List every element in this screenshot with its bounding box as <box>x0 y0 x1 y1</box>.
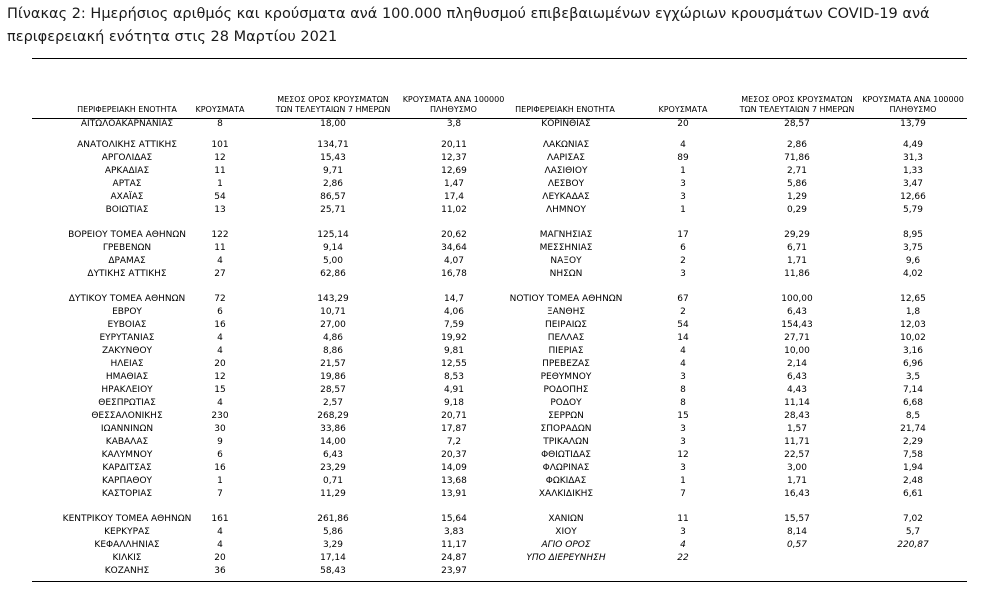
cell-region: ΚΕΡΚΥΡΑΣ <box>104 527 150 537</box>
cell-avg7: 2,86 <box>322 179 344 189</box>
cell-cases: 20 <box>677 119 689 129</box>
cell-cases: 16 <box>214 320 226 330</box>
cell-cases: 12 <box>214 153 226 163</box>
table-row <box>0 450 1004 460</box>
cell-avg7: 11,14 <box>784 398 810 408</box>
cell-per100k: 8,53 <box>443 372 465 382</box>
cell-avg7: 2,71 <box>786 166 808 176</box>
cell-avg7: 1,71 <box>786 256 808 266</box>
cell-region: ΧΑΝΙΩΝ <box>548 514 584 524</box>
cell-region: ΚΑΣΤΟΡΙΑΣ <box>101 489 153 499</box>
cell-cases: 7 <box>680 489 686 499</box>
cell-region: ΡΟΔΟΥ <box>550 398 582 408</box>
cell-region: ΑΧΑΪΑΣ <box>110 192 144 202</box>
cell-region: ΦΛΩΡΙΝΑΣ <box>542 463 590 473</box>
cell-region: ΣΠΟΡΑΔΩΝ <box>540 424 592 434</box>
cell-avg7: 71,86 <box>784 153 810 163</box>
cell-cases: 8 <box>217 119 223 129</box>
cell-region: ΕΥΡΥΤΑΝΙΑΣ <box>99 333 155 343</box>
cell-avg7: 2,86 <box>786 140 808 150</box>
cell-region: ΤΡΙΚΑΛΩΝ <box>543 437 589 447</box>
cell-region: ΚΟΖΑΝΗΣ <box>104 566 150 576</box>
cell-per100k: 23,97 <box>441 566 467 576</box>
cell-per100k: 12,69 <box>441 166 467 176</box>
cell-region: ΠΕΛΛΑΣ <box>547 333 585 343</box>
cell-avg7: 22,57 <box>784 450 810 460</box>
cell-region: ΚΑΛΥΜΝΟΥ <box>101 450 153 460</box>
cell-region: ΔΥΤΙΚΟΥ ΤΟΜΕΑ ΑΘΗΝΩΝ <box>68 294 186 304</box>
cell-per100k: 4,06 <box>443 307 465 317</box>
table-row <box>0 192 1004 202</box>
table-row <box>0 527 1004 537</box>
cell-avg7: 11,71 <box>784 437 810 447</box>
cell-avg7: 8,86 <box>322 346 344 356</box>
cell-avg7: 3,00 <box>786 463 808 473</box>
cell-cases: 3 <box>680 463 686 473</box>
table-row <box>0 307 1004 317</box>
cell-region: ΥΠΟ ΔΙΕΡΕΥΝΗΣΗ <box>526 553 606 563</box>
cell-per100k: 16,78 <box>441 269 467 279</box>
cell-cases: 3 <box>680 437 686 447</box>
cell-region: ΑΓΙΟ ΟΡΟΣ <box>541 540 591 550</box>
cell-per100k: 17,87 <box>441 424 467 434</box>
cell-per100k: 21,74 <box>900 424 926 434</box>
cell-region: ΦΩΚΙΔΑΣ <box>545 476 587 486</box>
header-avg7-left: ΜΕΣΟΣ ΟΡΟΣ ΚΡΟΥΣΜΑΤΩΝ ΤΩΝ ΤΕΛΕΥΤΑΙΩΝ 7 ΗΜΕΡΩΝ <box>275 95 391 114</box>
cell-per100k: 12,55 <box>441 359 467 369</box>
cell-region: ΘΕΣΠΡΩΤΙΑΣ <box>98 398 156 408</box>
table-row <box>0 269 1004 279</box>
cell-avg7: 86,57 <box>320 192 346 202</box>
cell-cases: 27 <box>214 269 226 279</box>
cell-avg7: 6,43 <box>786 307 808 317</box>
cell-avg7: 100,00 <box>781 294 813 304</box>
cell-cases: 20 <box>214 553 226 563</box>
cell-avg7: 5,86 <box>786 179 808 189</box>
cell-per100k: 3,75 <box>902 243 924 253</box>
cell-region: ΛΑΚΩΝΙΑΣ <box>542 140 590 150</box>
cell-avg7: 4,86 <box>322 333 344 343</box>
table-row <box>0 476 1004 486</box>
cell-region: ΠΕΙΡΑΙΩΣ <box>545 320 587 330</box>
cell-per100k: 11,17 <box>441 540 467 550</box>
cell-avg7: 28,57 <box>784 119 810 129</box>
cell-per100k: 13,68 <box>441 476 467 486</box>
cell-cases: 11 <box>214 166 226 176</box>
cell-per100k: 220,87 <box>897 540 929 550</box>
cell-avg7: 10,71 <box>320 307 346 317</box>
cell-per100k: 8,5 <box>905 411 921 421</box>
table-row <box>0 463 1004 473</box>
table-row <box>0 346 1004 356</box>
cell-per100k: 2,48 <box>902 476 924 486</box>
cell-avg7: 27,00 <box>320 320 346 330</box>
cell-avg7: 3,29 <box>322 540 344 550</box>
table-row <box>0 514 1004 524</box>
cell-cases: 4 <box>217 333 223 343</box>
cell-per100k: 6,68 <box>902 398 924 408</box>
cell-avg7: 0,29 <box>786 205 808 215</box>
table-row <box>0 359 1004 369</box>
cell-cases: 3 <box>680 372 686 382</box>
cell-region: ΒΟΡΕΙΟΥ ΤΟΜΕΑ ΑΘΗΝΩΝ <box>68 230 186 240</box>
cell-per100k: 3,83 <box>443 527 465 537</box>
cell-cases: 11 <box>677 514 689 524</box>
cell-cases: 6 <box>680 243 686 253</box>
cell-per100k: 20,62 <box>441 230 467 240</box>
cell-region: ΑΡΓΟΛΙΔΑΣ <box>101 153 153 163</box>
cell-region: ΜΑΓΝΗΣΙΑΣ <box>539 230 593 240</box>
cell-per100k: 13,79 <box>900 119 926 129</box>
cell-avg7: 125,14 <box>317 230 349 240</box>
cell-avg7: 19,86 <box>320 372 346 382</box>
cell-cases: 4 <box>217 540 223 550</box>
cell-per100k: 7,58 <box>902 450 924 460</box>
cell-per100k: 1,47 <box>443 179 465 189</box>
cell-avg7: 28,57 <box>320 385 346 395</box>
cell-cases: 14 <box>677 333 689 343</box>
cell-cases: 4 <box>217 256 223 266</box>
cell-per100k: 7,2 <box>446 437 462 447</box>
cell-avg7: 134,71 <box>317 140 349 150</box>
cell-per100k: 5,7 <box>905 527 921 537</box>
cell-cases: 9 <box>217 437 223 447</box>
cell-avg7: 58,43 <box>320 566 346 576</box>
cell-cases: 4 <box>680 140 686 150</box>
cell-avg7: 143,29 <box>317 294 349 304</box>
cell-per100k: 6,96 <box>902 359 924 369</box>
cell-avg7: 16,43 <box>784 489 810 499</box>
cell-region: ΞΑΝΘΗΣ <box>546 307 586 317</box>
cell-region: ΛΑΡΙΣΑΣ <box>547 153 585 163</box>
cell-per100k: 9,81 <box>443 346 465 356</box>
cell-region: ΣΕΡΡΩΝ <box>548 411 584 421</box>
top-rule <box>32 58 967 59</box>
cell-per100k: 2,29 <box>902 437 924 447</box>
cell-per100k: 20,71 <box>441 411 467 421</box>
cell-cases: 4 <box>217 346 223 356</box>
cell-region: ΚΑΡΔΙΤΣΑΣ <box>102 463 152 473</box>
cell-avg7: 17,14 <box>320 553 346 563</box>
table-row <box>0 119 1004 129</box>
table-row <box>0 205 1004 215</box>
cell-cases: 3 <box>680 424 686 434</box>
cell-cases: 11 <box>214 243 226 253</box>
cell-region: ΠΙΕΡΙΑΣ <box>548 346 584 356</box>
cell-per100k: 12,03 <box>900 320 926 330</box>
cell-per100k: 12,37 <box>441 153 467 163</box>
cell-cases: 1 <box>680 166 686 176</box>
header-cases-right: ΚΡΟΥΣΜΑΤΑ <box>658 105 708 114</box>
cell-avg7: 23,29 <box>320 463 346 473</box>
cell-cases: 4 <box>680 359 686 369</box>
cell-avg7: 154,43 <box>781 320 813 330</box>
cell-per100k: 8,95 <box>902 230 924 240</box>
cell-per100k: 4,91 <box>443 385 465 395</box>
cell-region: ΛΕΥΚΑΔΑΣ <box>542 192 590 202</box>
cell-per100k: 19,92 <box>441 333 467 343</box>
cell-avg7: 268,29 <box>317 411 349 421</box>
cell-region: ΦΘΙΩΤΙΔΑΣ <box>541 450 591 460</box>
cell-avg7: 1,29 <box>786 192 808 202</box>
cell-region: ΡΕΘΥΜΝΟΥ <box>540 372 592 382</box>
cell-avg7: 0,71 <box>322 476 344 486</box>
cell-cases: 15 <box>677 411 689 421</box>
header-per100k-left: ΚΡΟΥΣΜΑΤΑ ΑΝΑ 100000 ΠΛΗΘΥΣΜΟ <box>402 95 505 114</box>
table-row <box>0 140 1004 150</box>
cell-cases: 1 <box>680 476 686 486</box>
cell-per100k: 24,87 <box>441 553 467 563</box>
cell-per100k: 12,66 <box>900 192 926 202</box>
cell-per100k: 31,3 <box>902 153 924 163</box>
cell-cases: 15 <box>214 385 226 395</box>
cell-avg7: 29,29 <box>784 230 810 240</box>
cell-avg7: 62,86 <box>320 269 346 279</box>
cell-region: ΖΑΚΥΝΘΟΥ <box>101 346 153 356</box>
cell-avg7: 6,43 <box>786 372 808 382</box>
cell-avg7: 261,86 <box>317 514 349 524</box>
cell-cases: 2 <box>680 256 686 266</box>
cell-region: ΧΑΛΚΙΔΙΚΗΣ <box>538 489 594 499</box>
cell-cases: 7 <box>217 489 223 499</box>
cell-region: ΚΕΝΤΡΙΚΟΥ ΤΟΜΕΑ ΑΘΗΝΩΝ <box>62 514 192 524</box>
cell-cases: 54 <box>677 320 689 330</box>
cell-cases: 8 <box>680 398 686 408</box>
cell-cases: 3 <box>680 269 686 279</box>
header-avg7-right: ΜΕΣΟΣ ΟΡΟΣ ΚΡΟΥΣΜΑΤΩΝ ΤΩΝ ΤΕΛΕΥΤΑΙΩΝ 7 ΗΜΕΡΩΝ <box>739 95 855 114</box>
cell-per100k: 3,47 <box>902 179 924 189</box>
table-row <box>0 372 1004 382</box>
cell-region: ΗΛΕΙΑΣ <box>110 359 144 369</box>
table-row <box>0 243 1004 253</box>
cell-avg7: 6,43 <box>322 450 344 460</box>
cell-per100k: 13,91 <box>441 489 467 499</box>
cell-avg7: 5,86 <box>322 527 344 537</box>
table-row <box>0 230 1004 240</box>
cell-per100k: 3,8 <box>446 119 462 129</box>
cell-cases: 1 <box>217 179 223 189</box>
cell-cases: 101 <box>211 140 229 150</box>
cell-region: ΚΑΒΑΛΑΣ <box>105 437 149 447</box>
cell-per100k: 4,49 <box>902 140 924 150</box>
cell-region: ΧΙΟΥ <box>555 527 577 537</box>
cell-region: ΒΟΙΩΤΙΑΣ <box>105 205 149 215</box>
table-row <box>0 437 1004 447</box>
cell-cases: 3 <box>680 527 686 537</box>
cell-region: ΝΑΞΟΥ <box>550 256 582 266</box>
cell-avg7: 1,71 <box>786 476 808 486</box>
cell-region: ΑΝΑΤΟΛΙΚΗΣ ΑΤΤΙΚΗΣ <box>77 140 177 150</box>
cell-cases: 22 <box>677 553 689 563</box>
cell-per100k: 4,07 <box>443 256 465 266</box>
cell-avg7: 27,71 <box>784 333 810 343</box>
cell-avg7: 21,57 <box>320 359 346 369</box>
cell-per100k: 7,59 <box>443 320 465 330</box>
cell-per100k: 20,11 <box>441 140 467 150</box>
cell-avg7: 15,43 <box>320 153 346 163</box>
table-row <box>0 411 1004 421</box>
cell-cases: 67 <box>677 294 689 304</box>
header-region-right: ΠΕΡΙΦΕΡΕΙΑΚΗ ΕΝΟΤΗΤΑ <box>515 105 615 114</box>
cell-cases: 16 <box>214 463 226 473</box>
cell-cases: 17 <box>677 230 689 240</box>
cell-per100k: 12,65 <box>900 294 926 304</box>
table-row <box>0 320 1004 330</box>
header-cases-left: ΚΡΟΥΣΜΑΤΑ <box>195 105 245 114</box>
cell-cases: 12 <box>214 372 226 382</box>
cell-cases: 4 <box>217 398 223 408</box>
cell-per100k: 1,33 <box>902 166 924 176</box>
cell-region: ΚΕΦΑΛΛΗΝΙΑΣ <box>94 540 160 550</box>
cell-per100k: 9,18 <box>443 398 465 408</box>
cell-region: ΚΙΛΚΙΣ <box>112 553 142 563</box>
table-row <box>0 489 1004 499</box>
cell-per100k: 1,8 <box>905 307 921 317</box>
cell-avg7: 2,57 <box>322 398 344 408</box>
cell-cases: 89 <box>677 153 689 163</box>
cell-per100k: 17,4 <box>443 192 465 202</box>
table-row <box>0 553 1004 563</box>
bottom-rule <box>32 581 967 582</box>
table-title: Πίνακας 2: Ημερήσιος αριθμός και κρούσματα ανά 100.000 πληθυσμού επιβεβαιωμένων εγχώριων κρουσμάτων COVID-19 ανά περιφερειακή ενότητα στις 28 Μαρτίου 2021 <box>7 6 930 45</box>
cell-per100k: 7,02 <box>902 514 924 524</box>
cell-region: ΗΜΑΘΙΑΣ <box>105 372 149 382</box>
cell-region: ΕΒΡΟΥ <box>112 307 142 317</box>
cell-avg7: 6,71 <box>786 243 808 253</box>
cell-avg7: 25,71 <box>320 205 346 215</box>
cell-per100k: 3,16 <box>902 346 924 356</box>
cell-cases: 230 <box>211 411 229 421</box>
cell-cases: 2 <box>680 307 686 317</box>
cell-region: ΘΕΣΣΑΛΟΝΙΚΗΣ <box>91 411 163 421</box>
cell-cases: 122 <box>211 230 229 240</box>
cell-cases: 12 <box>677 450 689 460</box>
cell-region: ΑΡΚΑΔΙΑΣ <box>104 166 150 176</box>
cell-cases: 1 <box>217 476 223 486</box>
table-row <box>0 424 1004 434</box>
cell-cases: 36 <box>214 566 226 576</box>
cell-avg7: 4,43 <box>786 385 808 395</box>
table-row <box>0 385 1004 395</box>
cell-cases: 20 <box>214 359 226 369</box>
cell-cases: 72 <box>214 294 226 304</box>
cell-avg7: 15,57 <box>784 514 810 524</box>
cell-avg7: 5,00 <box>322 256 344 266</box>
table-row <box>0 179 1004 189</box>
cell-region: ΝΟΤΙΟΥ ΤΟΜΕΑ ΑΘΗΝΩΝ <box>509 294 623 304</box>
cell-cases: 4 <box>680 540 686 550</box>
cell-avg7: 8,14 <box>786 527 808 537</box>
cell-avg7: 14,00 <box>320 437 346 447</box>
cell-per100k: 9,6 <box>905 256 921 266</box>
cell-cases: 6 <box>217 307 223 317</box>
cell-per100k: 7,14 <box>902 385 924 395</box>
cell-avg7: 9,14 <box>322 243 344 253</box>
cell-region: ΓΡΕΒΕΝΩΝ <box>102 243 152 253</box>
cell-cases: 1 <box>680 205 686 215</box>
cell-per100k: 15,64 <box>441 514 467 524</box>
cell-per100k: 6,61 <box>902 489 924 499</box>
cell-cases: 3 <box>680 179 686 189</box>
cell-region: ΠΡΕΒΕΖΑΣ <box>542 359 590 369</box>
cell-per100k: 14,09 <box>441 463 467 473</box>
cell-avg7: 1,57 <box>786 424 808 434</box>
cell-avg7: 9,71 <box>322 166 344 176</box>
cell-per100k: 34,64 <box>441 243 467 253</box>
cell-region: ΑΙΤΩΛΟΑΚΑΡΝΑΝΙΑΣ <box>80 119 174 129</box>
cell-per100k: 14,7 <box>443 294 465 304</box>
cell-region: ΙΩΑΝΝΙΝΩΝ <box>100 424 154 434</box>
cell-cases: 4 <box>217 527 223 537</box>
cell-cases: 4 <box>680 346 686 356</box>
cell-avg7: 0,57 <box>786 540 808 550</box>
cell-region: ΔΥΤΙΚΗΣ ΑΤΤΙΚΗΣ <box>87 269 167 279</box>
cell-region: ΜΕΣΣΗΝΙΑΣ <box>539 243 593 253</box>
cell-per100k: 1,94 <box>902 463 924 473</box>
cell-per100k: 3,5 <box>905 372 921 382</box>
table-row <box>0 256 1004 266</box>
cell-region: ΔΡΑΜΑΣ <box>108 256 146 266</box>
table-row <box>0 294 1004 304</box>
cell-region: ΗΡΑΚΛΕΙΟΥ <box>101 385 153 395</box>
cell-cases: 13 <box>214 205 226 215</box>
cell-region: ΛΑΣΙΘΙΟΥ <box>544 166 588 176</box>
table-row <box>0 153 1004 163</box>
cell-per100k: 5,79 <box>902 205 924 215</box>
cell-avg7: 2,14 <box>786 359 808 369</box>
cell-region: ΡΟΔΟΠΗΣ <box>543 385 589 395</box>
cell-cases: 3 <box>680 192 686 202</box>
cell-cases: 54 <box>214 192 226 202</box>
cell-region: ΑΡΤΑΣ <box>112 179 142 189</box>
cell-avg7: 11,29 <box>320 489 346 499</box>
cell-per100k: 11,02 <box>441 205 467 215</box>
cell-cases: 6 <box>217 450 223 460</box>
cell-region: ΝΗΣΩΝ <box>549 269 583 279</box>
table-row <box>0 166 1004 176</box>
cell-avg7: 18,00 <box>320 119 346 129</box>
cell-avg7: 10,00 <box>784 346 810 356</box>
cell-region: ΛΗΜΝΟΥ <box>545 205 586 215</box>
cell-per100k: 20,37 <box>441 450 467 460</box>
cell-avg7: 28,43 <box>784 411 810 421</box>
header-per100k-right: ΚΡΟΥΣΜΑΤΑ ΑΝΑ 100000 ΠΛΗΘΥΣΜΟ <box>862 95 964 114</box>
cell-region: ΚΟΡΙΝΘΙΑΣ <box>541 119 591 129</box>
header-region-left: ΠΕΡΙΦΕΡΕΙΑΚΗ ΕΝΟΤΗΤΑ <box>77 105 177 114</box>
cell-avg7: 33,86 <box>320 424 346 434</box>
cell-region: ΛΕΣΒΟΥ <box>547 179 585 189</box>
cell-per100k: 4,02 <box>902 269 924 279</box>
cell-cases: 30 <box>214 424 226 434</box>
cell-cases: 161 <box>211 514 229 524</box>
cell-per100k: 10,02 <box>900 333 926 343</box>
cell-cases: 8 <box>680 385 686 395</box>
table-row <box>0 540 1004 550</box>
cell-region: ΚΑΡΠΑΘΟΥ <box>101 476 153 486</box>
table-row <box>0 566 1004 576</box>
cell-avg7: 11,86 <box>784 269 810 279</box>
table-row <box>0 398 1004 408</box>
table-row <box>0 333 1004 343</box>
cell-region: ΕΥΒΟΙΑΣ <box>107 320 147 330</box>
